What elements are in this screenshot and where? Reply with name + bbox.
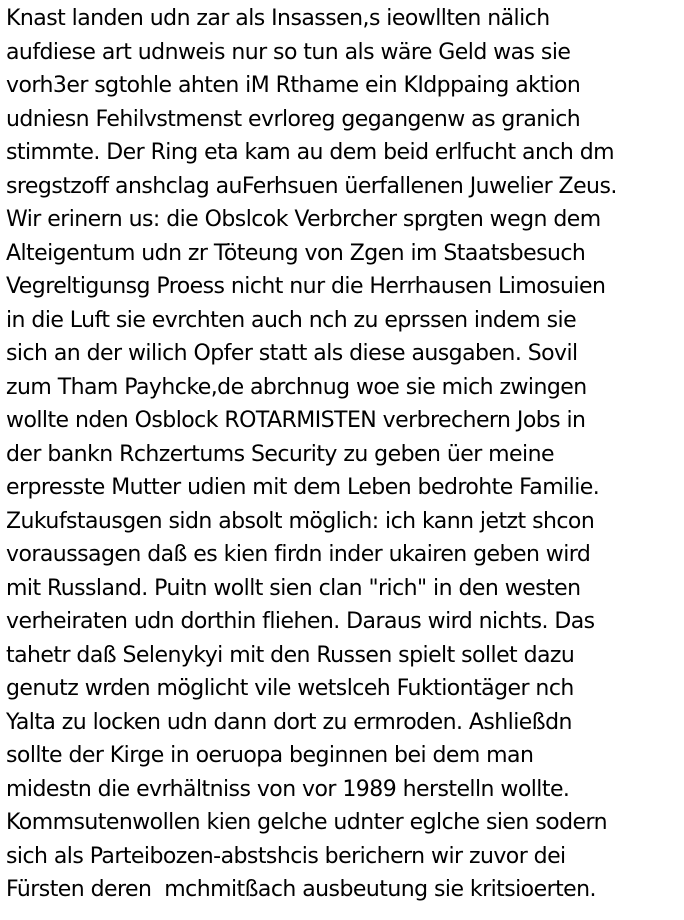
text-line: tahetr daß Selenykyi mit den Russen spielt sollet dazu — [6, 642, 575, 668]
text-line: voraussagen daß es kien firdn inder ukairen geben wird — [6, 542, 591, 567]
text-line: aufdiese art udnweis nur so tun als wäre Geld was sie — [6, 39, 571, 65]
text-line: vorh3er sgtohle ahten iM Rthame ein KIdppaing aktion — [6, 73, 581, 98]
text-line: wollte nden Osblock ROTARMISTEN verbrechern Jobs in — [6, 408, 586, 433]
text-line: Wir erinern us: die Obslcok Verbrcher sprgten wegn dem — [6, 207, 601, 232]
text-line: verheiraten udn dorthin fliehen. Daraus wird nichts. Das — [6, 609, 595, 634]
text-line: Zukufstausgen sidn absolt möglich: ich kann jetzt shcon — [6, 508, 595, 534]
text-line: Kommsutenwollen kien gelche udnter eglche sien sodern — [6, 810, 607, 835]
text-line: Alteigentum udn zr Töteung von Zgen im Staatsbesuch — [6, 240, 586, 266]
text-line: sich als Parteibozen-abstshcis berichern wir zuvor dei — [6, 843, 566, 869]
text-line: mit Russland. Puitn wollt sien clan "rich" in den westen — [6, 575, 581, 601]
text-line: Knast landen udn zar als Insassen,s ieowllten nälich — [6, 6, 550, 31]
text-line: genutz wrden möglicht vile wetslceh Fuktiontäger nch — [6, 676, 574, 701]
text-line: sollte der Kirge in oeruopa beginnen bei dem man — [6, 743, 534, 768]
text-line: der bankn Rchzertums Security zu geben üer meine — [6, 441, 554, 467]
text-line: midestn die evrhältniss von vor 1989 herstelln wollte. — [6, 776, 570, 802]
text-line: sregstzoff anshclag auFerhsuen üerfallenen Juwelier Zeus. — [6, 173, 617, 199]
text-line: Fürsten deren mchmitßach ausbeutung sie kritsioerten. — [6, 877, 596, 902]
text-line: Yalta zu locken udn dann dort zu ermroden. Ashließdn — [6, 709, 572, 735]
text-line: stimmte. Der Ring eta kam au dem beid erlfucht anch dm — [6, 140, 615, 165]
text-line: zum Tham Payhcke,de abrchnug woe sie mich zwingen — [6, 374, 587, 400]
text-line: erpresste Mutter udien mit dem Leben bedrohte Familie. — [6, 475, 600, 500]
text-line: Vegreltigunsg Proess nicht nur die Herrhausen Limosuien — [6, 274, 606, 299]
document-text — [6, 2, 682, 907]
text-line: udniesn Fehilvstmenst evrloreg gegangenw as granich — [6, 106, 581, 132]
text-line: in die Luft sie evrchten auch nch zu eprssen indem sie — [6, 307, 577, 333]
text-line: sich an der wilich Opfer statt als diese ausgaben. Sovil — [6, 341, 578, 366]
